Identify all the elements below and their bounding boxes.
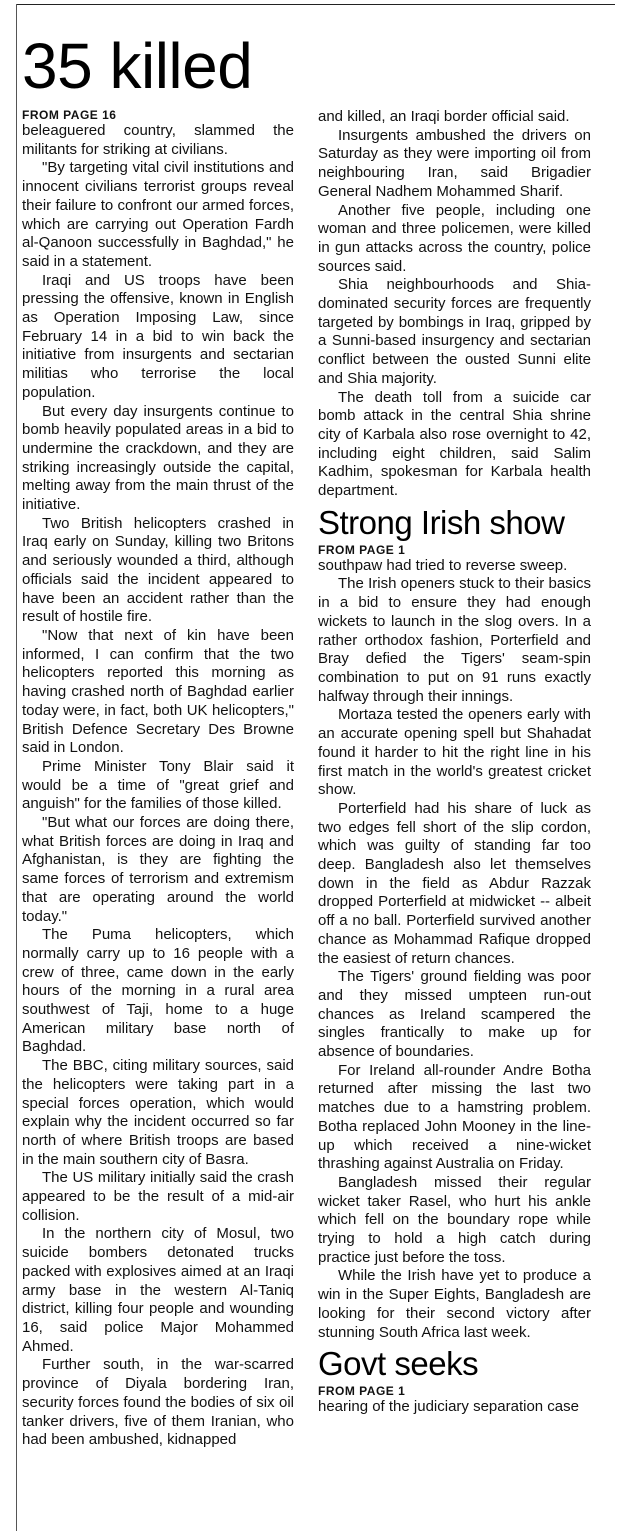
- paragraph: The Tigers' ground fielding was poor and they missed umpteen run-out chances as Ireland scampered the singles frantically to make up for absence of boundaries.: [318, 968, 591, 1061]
- story-strong-irish-show-body: [318, 557, 591, 1343]
- story-35-killed-body: [22, 122, 294, 1450]
- paragraph: But every day insurgents continue to bomb heavily populated areas in a bid to undermine the crackdown, and they are striking increasingly outside the capital, melting away from the main thrust of the initiative.: [22, 402, 294, 514]
- paragraph: While the Irish have yet to produce a win in the Super Eights, Bangladesh are looking for their second victory after stunning South Africa last week.: [318, 1267, 591, 1341]
- paragraph: "By targeting vital civil institutions and innocent civilians terrorist groups reveal their failure to confront our armed forces, which are carrying out Operation Fardh al-Qanoon successfully in Baghdad," he said in a statement.: [22, 159, 294, 270]
- paragraph: Iraqi and US troops have been pressing the offensive, known in English as Operation Imposing Law, since February 14 in a bid to win back the initiative from insurgents and sectarian militias who terrorise the local population.: [22, 271, 294, 401]
- paragraph: Insurgents ambushed the drivers on Saturday as they were importing oil from neighbouring Iran, said Brigadier General Nadhem Mohammed Sharif.: [318, 126, 591, 200]
- kicker-from-page-1: FROM PAGE 1: [318, 1384, 406, 1399]
- headline-govt-seeks: Govt seeks: [318, 1345, 479, 1383]
- right-column: [318, 108, 591, 1531]
- paragraph: The US military initially said the crash appeared to be the result of a mid-air collision.: [22, 1169, 294, 1224]
- paragraph: Bangladesh missed their regular wicket taker Rasel, who hurt his ankle which fell on the boundary rope while trying to hold a high catch during practice just before the toss.: [318, 1173, 591, 1266]
- paragraph: Porterfield had his share of luck as two edges fell short of the slip cordon, which was guilty of standing far too deep. Bangladesh also let themselves down in the field as Abdur Razzak dropped Porterfield at midwicket -- albeit off a no ball. Porterfield survived another chance as Mohammad Rafique dropped the easiest of return chances.: [318, 799, 591, 967]
- story-govt-seeks-body: [318, 1398, 591, 1417]
- paragraph: Two British helicopters crashed in Iraq early on Sunday, killing two Britons and seriously wounded a third, although officials said the incident appeared to have been an accident rather than the result of hostile fire.: [22, 514, 294, 626]
- paragraph: Shia neighbourhoods and Shia-dominated security forces are frequently targeted by bombings in Iraq, gripped by a Sunni-based insurgency and sectarian conflict between the ousted Sunni elite and Shia majority.: [318, 276, 591, 387]
- paragraph: southpaw had tried to reverse sweep.: [318, 556, 568, 574]
- left-column-rule: [16, 4, 17, 1531]
- paragraph: "Now that next of kin have been informed, I can confirm that the two helicopters reported this morning as having crashed north of Baghdad earlier today were, in fact, both UK helicopters," British Defence Secretary Des Browne said in London.: [22, 626, 294, 757]
- paragraph: Prime Minister Tony Blair said it would be a time of "great grief and anguish" for the families of those killed.: [22, 757, 294, 813]
- paragraph: Another five people, including one woman and three policemen, were killed in gun attacks across the country, police sources said.: [318, 201, 591, 275]
- paragraph: Further south, in the war-scarred province of Diyala bordering Iran, security forces found the bodies of six oil tanker drivers, five of them Iranian, who had been ambushed, kidnapped: [22, 1356, 294, 1449]
- top-rule: [16, 4, 615, 5]
- kicker-from-page-16: FROM PAGE 16: [22, 108, 117, 122]
- story-35-killed-continued: [318, 108, 591, 501]
- paragraph: The BBC, citing military sources, said the helicopters were taking part in a special forces operation, which would explain why the incident occurred so far north of where British troops are based in the main southern city of Basra.: [22, 1057, 294, 1168]
- paragraph: "But what our forces are doing there, what British forces are doing in Iraq and Afghanistan, is they are fighting the same forces of terrorism and extremism that are operating around the world today.": [22, 814, 294, 925]
- paragraph: For Ireland all-rounder Andre Botha returned after missing the last two matches due to a hamstring problem. Botha replaced John Mooney in the line-up which received a nine-wicket thrashing against Australia on Friday.: [318, 1061, 591, 1173]
- paragraph: The Puma helicopters, which normally carry up to 16 people with a crew of three, came down in the early hours of the morning in a rural area southwest of Taji, home to a huge American military base north of Baghdad.: [22, 926, 294, 1056]
- headline-strong-irish-show: Strong Irish show: [318, 503, 565, 541]
- paragraph: and killed, an Iraqi border official said.: [318, 108, 570, 125]
- paragraph: The death toll from a suicide car bomb attack in the central Shia shrine city of Karbala also rose overnight to 42, including eight children, said Salim Kadhim, spokesman for Karbala health department.: [318, 388, 591, 500]
- kicker-from-page-1: FROM PAGE 1: [318, 542, 406, 557]
- story-35-killed-column: [22, 18, 294, 1531]
- paragraph: The Irish openers stuck to their basics in a bid to ensure they had enough wickets to launch in the slog overs. In a rather orthodox fashion, Porterfield and Bray defied the Tigers' seam-spin combination to put on 91 runs exactly halfway through their innings.: [318, 575, 591, 705]
- headline-35-killed: 35 killed: [22, 30, 253, 102]
- paragraph: beleaguered country, slammed the militants for striking at civilians.: [22, 122, 294, 158]
- paragraph: hearing of the judiciary separation case: [318, 1398, 579, 1416]
- paragraph: Mortaza tested the openers early with an accurate opening spell but Shahadat found it harder to hit the right line in his first match in the world's greatest cricket show.: [318, 706, 591, 799]
- paragraph: In the northern city of Mosul, two suicide bombers detonated trucks packed with explosives aimed at an Iraqi army base in the western Al-Taniq district, killing four people and wounding 16, said police Major Mohammed Ahmed.: [22, 1225, 294, 1355]
